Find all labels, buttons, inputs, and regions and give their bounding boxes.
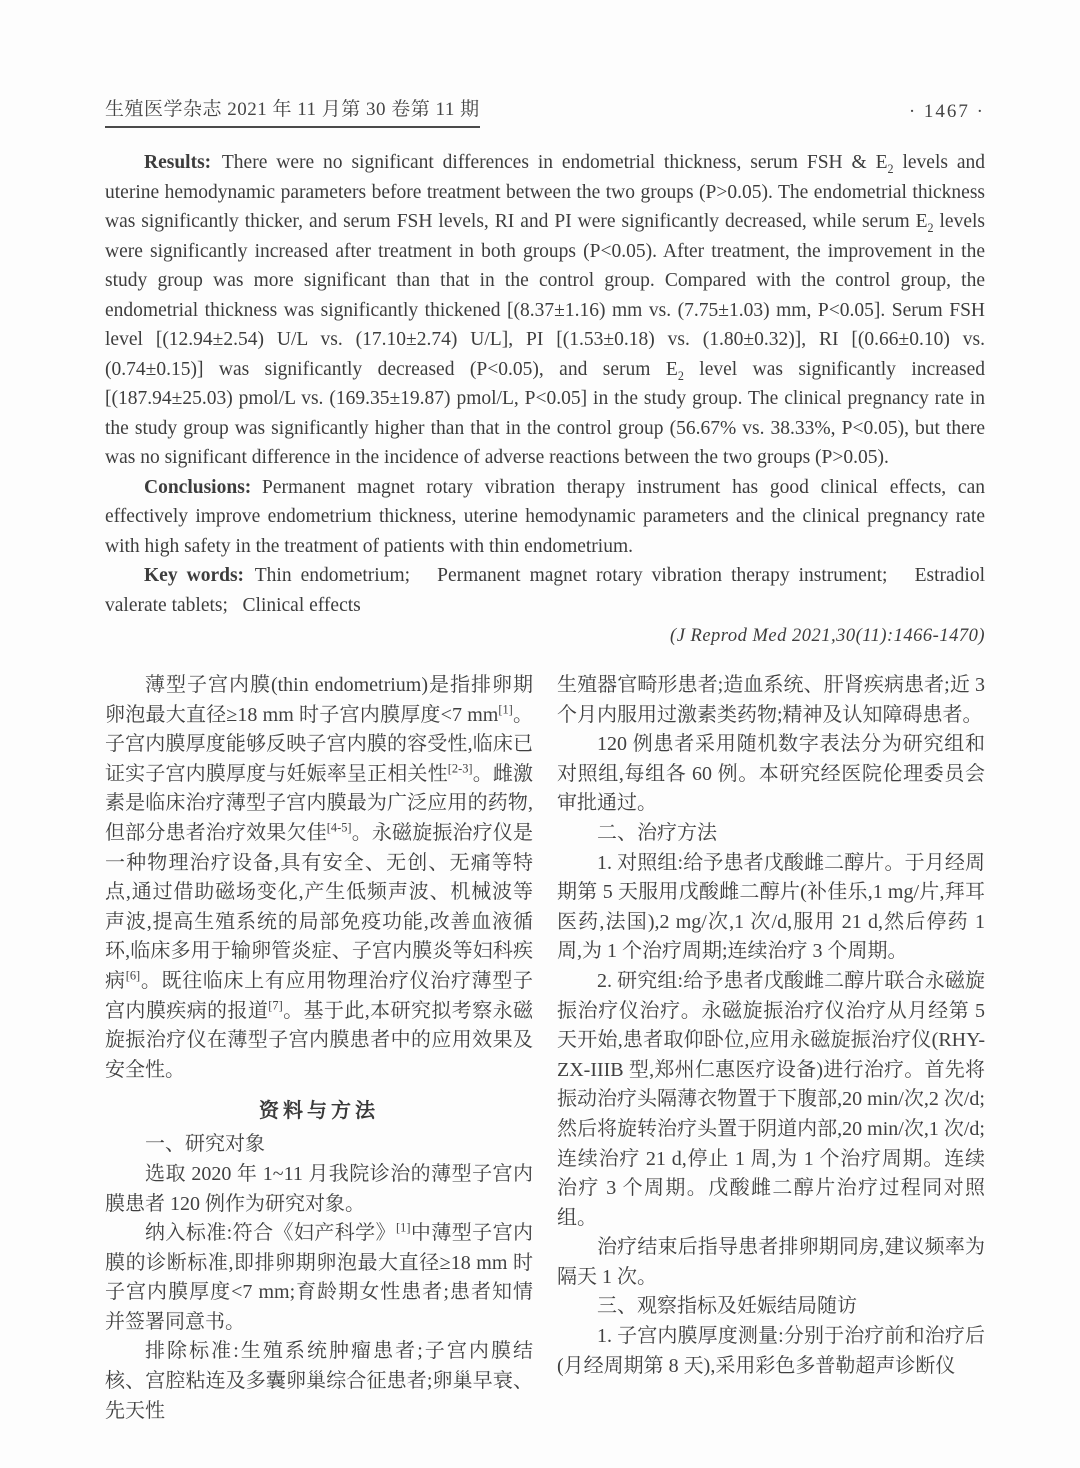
page-header [105, 94, 985, 128]
results-text: There were no significant differences in endometrial thickness, serum FSH & $E_2$ levels and uterine hemodynamic parameters before treatment between the two groups (P>0.05). The endometrial thickness was significantly thicker, and serum FSH levels, RI and PI were significantly decreased, while serum $E_2$ levels were significantly increased after treatment in both groups (P<0.05). After treatment, the improvement in the study group was more significant than that in the control group. Compared with the control group, the endometrial thickness was significantly thickened [(8.37±1.16) mm vs. (7.75±1.03) mm, P<0.05]. Serum FSH level [(12.94±2.54) U/L vs. (17.10±2.74) U/L], PI [(1.53±0.18) vs. (1.80±0.32)], RI [(0.66±0.10) vs. (0.74±0.15)] was significantly decreased (P<0.05), and serum $E_2$ level was significantly increased [(187.94±25.03) pmol/L vs. (169.35±19.87) pmol/L, P<0.05] in the study group. The clinical pregnancy rate in the study group was significantly higher than that in the control group (56.67% vs. 38.33%, P<0.05), but there was no significant difference in the incidence of adverse reactions between the two groups (P>0.05). [105, 152, 986, 468]
subheading-treatment-methods: 二、治疗方法 [597, 821, 717, 844]
paragraph-intercourse-guidance: 治疗结束后指导患者排卵期同房,建议频率为隔天 1 次。 [557, 1236, 985, 1288]
paragraph-exclusion-criteria: 排除标准:生殖系统肿瘤患者;子宫内膜结核、宫腔粘连及多囊卵巢综合征患者;卵巢早衰、先天性 [105, 1340, 533, 1422]
keywords-label: Key words: [144, 565, 245, 586]
conclusions-label: Conclusions: [144, 476, 252, 498]
keywords-text: Thin endometrium; Permanent magnet rotary vibration therapy instrument; Estradiol valerate tablets; Clinical effects [105, 565, 990, 616]
paragraph-exclusion-continued: 生殖器官畸形患者;造血系统、肝肾疾病患者;近 3 个月内服用过激素类药物;精神及认知障碍患者。 [557, 674, 985, 726]
paragraph-thickness-measurement: 1. 子宫内膜厚度测量:分别于治疗前和治疗后(月经周期第 8 天),采用彩色多普勒超声诊断仪 [557, 1325, 985, 1377]
english-abstract [105, 148, 990, 647]
journal-citation: (J Reprod Med 2021,30(11):1466-1470) [670, 626, 985, 646]
paragraph-study-group: 2. 研究组:给予患者戊酸雌二醇片联合永磁旋振治疗仪治疗。永磁旋振治疗仪治疗从月经第 5 天开始,患者取仰卧位,应用永磁旋振治疗仪(RHY-ZX-IIIB 型,郑州仁惠医疗设备)进行治疗。首先将振动治疗头隔薄衣物置于下腹部,20 min/次,2 次/d;然后将旋转治疗头置于阴道内部,20 min/次,1 次/d;连续治疗 21 d,停止 1 周,为 1 个治疗周期。连续治疗 3 个周期。戊酸雌二醇片治疗过程同对照组。 [557, 969, 985, 1229]
right-column [557, 671, 985, 1426]
conclusions-text: Permanent magnet rotary vibration therapy instrument has good clinical effects, can effectively improve endometrium thickness, uterine hemodynamic parameters and the clinical pregnancy rate with high safety in the treatment of patients with thin endometrium. [105, 476, 985, 557]
paragraph-subject-selection: 选取 2020 年 1~11 月我院诊治的薄型子宫内膜患者 120 例作为研究对象。 [105, 1162, 533, 1215]
abstract-results-paragraph [105, 148, 985, 473]
subheading-observation-indicators: 三、观察指标及妊娠结局随访 [597, 1295, 857, 1318]
intro-paragraph: 薄型子宫内膜(thin endometrium)是指排卵期卵泡最大直径≥18 mm 时子宫内膜厚度<7 mm[1]。子宫内膜厚度能够反映子宫内膜的容受性,临床已证实子宫内膜厚度与妊娠率呈正相关性[2-3]。雌激素是临床治疗薄型子宫内膜最为广泛应用的药物,但部分患者治疗效果欠佳[4-5]。永磁旋振治疗仪是一种物理治疗设备,具有安全、无创、无痛等特点,通过借助磁场变化,产生低频声波、机械波等声波,提高生殖系统的局部免疫功能,改善血液循环,临床多用于输卵管炎症、子宫内膜炎等妇科疾病[6]。既往临床上有应用物理治疗仪治疗薄型子宫内膜疾病的报道[7]。基于此,本研究拟考察永磁旋振治疗仪在薄型子宫内膜患者中的应用效果及安全性。 [105, 674, 534, 1081]
paragraph-control-group: 1. 对照组:给予患者戊酸雌二醇片。于月经周期第 5 天服用戊酸雌二醇片(补佳乐,1 mg/片,拜耳医药,法国),2 mg/次,1 次/d,服用 21 d,然后停药 1 周,为 1 个治疗周期;连续治疗 3 个周期。 [557, 851, 985, 963]
section-heading-materials-methods: 资料与方法 [259, 1100, 379, 1123]
left-column [105, 671, 533, 1426]
abstract-conclusions-paragraph [105, 473, 985, 562]
journal-title: 生殖医学杂志 2021 年 11 月第 30 卷第 11 期 [105, 94, 480, 128]
subheading-study-subjects: 一、研究对象 [145, 1133, 265, 1156]
two-column-body [105, 671, 985, 1426]
page-number: · 1467 · [908, 101, 985, 122]
paragraph-randomization: 120 例患者采用随机数字表法分为研究组和对照组,每组各 60 例。本研究经医院伦理委员会审批通过。 [557, 733, 985, 815]
results-label: Results: [144, 152, 212, 173]
paragraph-inclusion-criteria: 纳入标准:符合《妇产科学》[1]中薄型子宫内膜的诊断标准,即排卵期卵泡最大直径≥18 mm 时子宫内膜厚度<7 mm;育龄期女性患者;患者知情并签署同意书。 [105, 1220, 534, 1333]
abstract-keywords-paragraph [105, 561, 990, 620]
